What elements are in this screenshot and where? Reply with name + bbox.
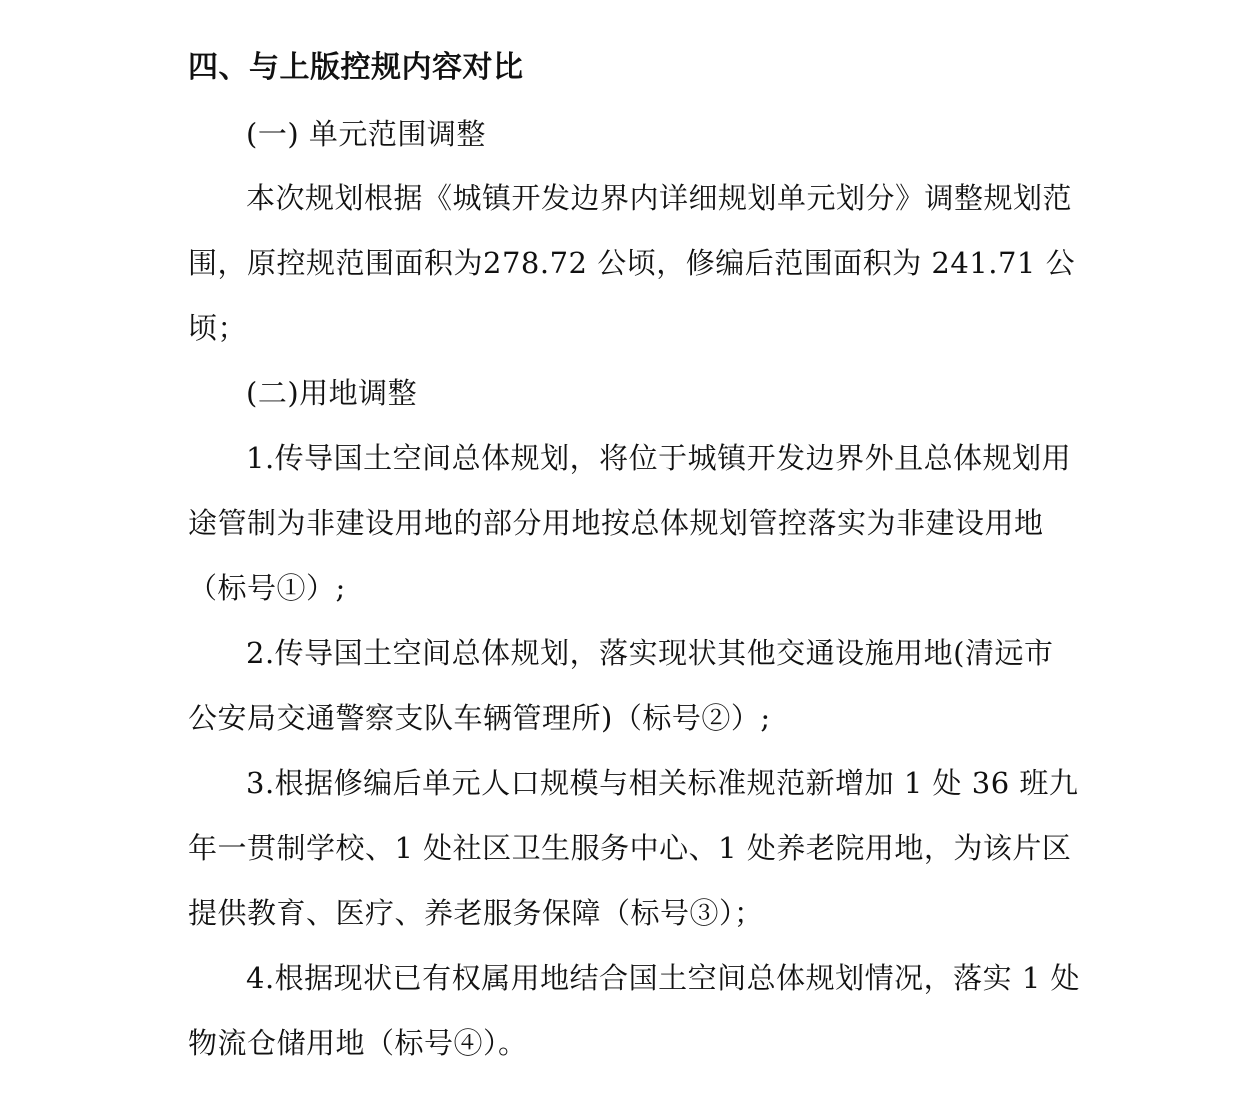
list-item-line: 公安局交通警察支队车辆管理所)（标号②）; [188, 701, 771, 735]
section-heading: 四、与上版控规内容对比 [188, 50, 524, 85]
list-item-line: 物流仓储用地（标号④）。 [188, 1026, 528, 1060]
subsection-title-unit-range: (一) 单元范围调整 [246, 117, 486, 151]
list-item-line: 提供教育、医疗、养老服务保障（标号③）； [188, 896, 764, 930]
list-item-line: 3.根据修编后单元人口规模与相关标准规范新增加 1 处 36 班九 [246, 766, 1079, 800]
subsection-title-land-use: (二)用地调整 [246, 376, 418, 410]
list-item-line: （标号①）; [188, 571, 346, 605]
paragraph-line: 顷； [188, 311, 248, 345]
list-item-line: 4.根据现状已有权属用地结合国土空间总体规划情况，落实 1 处 [246, 961, 1081, 995]
list-item-line: 途管制为非建设用地的部分用地按总体规划管控落实为非建设用地 [188, 506, 1044, 540]
paragraph-line: 本次规划根据《城镇开发边界内详细规划单元划分》调整规划范 [246, 181, 1073, 215]
list-item-line: 2.传导国土空间总体规划，落实现状其他交通设施用地(清远市 [246, 636, 1054, 670]
list-item-line: 年一贯制学校、1 处社区卫生服务中心、1 处养老院用地，为该片区 [188, 831, 1072, 865]
list-item-line: 1.传导国土空间总体规划，将位于城镇开发边界外且总体规划用 [246, 441, 1072, 475]
paragraph-line: 围，原控规范围面积为278.72 公顷，修编后范围面积为 241.71 公 [188, 246, 1076, 280]
